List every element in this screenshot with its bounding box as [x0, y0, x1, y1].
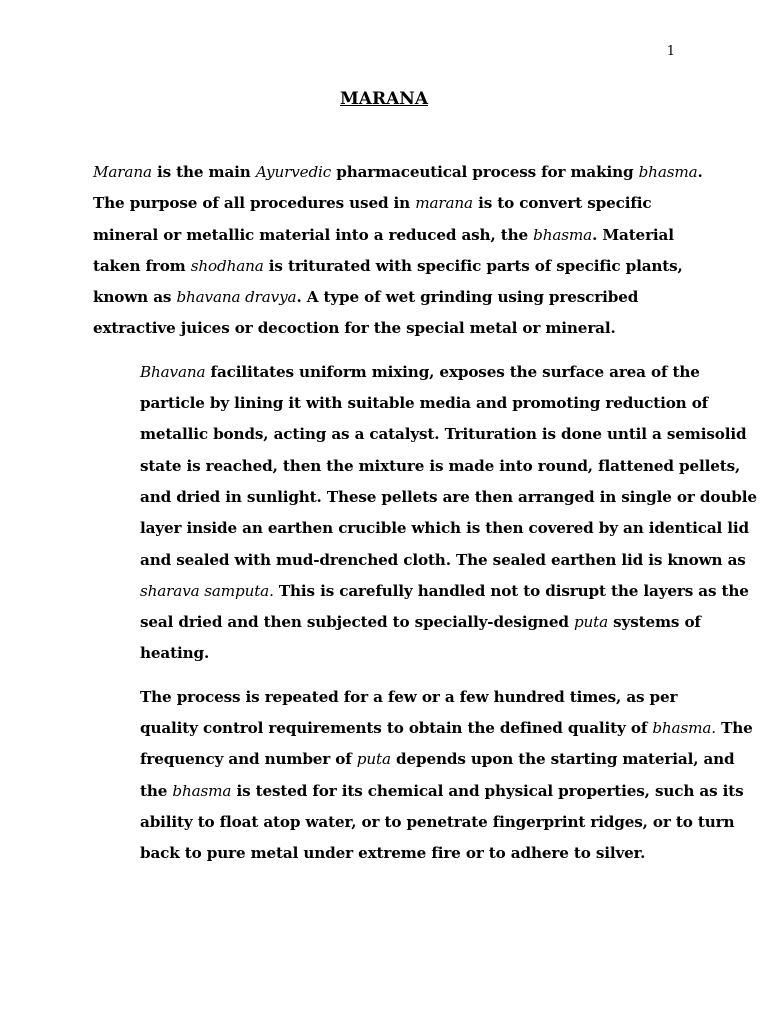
- text-line: [93, 607, 701, 638]
- text-run: metallic bonds, acting as a catalyst. Trituration is done until a semisolid: [140, 425, 747, 444]
- text-run: back to pure metal under extreme fire or to adhere to silver.: [140, 844, 646, 863]
- paragraph: [93, 682, 753, 870]
- text-run: systems of: [608, 613, 701, 632]
- text-run: known as: [93, 288, 177, 307]
- text-run: depends upon the starting material, and: [390, 750, 735, 769]
- text-line: [93, 776, 744, 807]
- text-run: heating.: [140, 644, 210, 663]
- text-line: [93, 545, 746, 576]
- text-run: taken from: [93, 256, 191, 275]
- text-line: [93, 576, 749, 607]
- text-run: pharmaceutical process for making: [331, 163, 639, 181]
- italic-term: bhavana dravya: [176, 288, 297, 307]
- document-body: [93, 157, 757, 870]
- italic-term: bhasma: [533, 225, 593, 244]
- text-line: [93, 482, 757, 513]
- text-run: The process is repeated for a few or a few hundred times, as per: [140, 687, 678, 706]
- text-run: . Material: [592, 225, 674, 244]
- paragraph: [93, 157, 703, 345]
- page-number: 1: [666, 44, 675, 59]
- text-run: . A type of wet grinding using prescribed: [296, 288, 639, 307]
- text-line: [93, 713, 753, 744]
- text-line: [93, 513, 749, 544]
- italic-term: shodhana: [190, 256, 264, 275]
- italic-term: Ayurvedic: [255, 163, 332, 181]
- text-run: The purpose of all procedures used in: [93, 194, 416, 213]
- text-line: [93, 357, 700, 388]
- text-run: is the main: [151, 163, 256, 181]
- italic-term: puta: [356, 750, 391, 769]
- text-line: [93, 188, 678, 219]
- text-run: mineral or metallic material into a reduced ash, the: [93, 225, 534, 244]
- text-run: is triturated with specific parts of specific plants,: [263, 256, 683, 275]
- text-run: and dried in sunlight. These pellets are then arranged in single or double: [140, 487, 757, 506]
- italic-term: marana: [415, 194, 473, 213]
- text-run: is to convert specific: [472, 194, 652, 213]
- text-run: This is carefully handled not to disrupt the layers as the: [273, 581, 749, 600]
- text-run: .: [697, 163, 703, 181]
- italic-term: sharava samputa.: [140, 581, 274, 600]
- text-line: [93, 282, 678, 313]
- text-line: [93, 807, 735, 838]
- text-run: ability to float atop water, or to penetrate fingerprint ridges, or to turn: [140, 812, 735, 831]
- text-line: [93, 313, 678, 344]
- italic-term: bhasma: [172, 781, 232, 800]
- text-line: [93, 388, 709, 419]
- text-run: facilitates uniform mixing, exposes the surface area of the: [205, 362, 700, 381]
- text-line: [93, 451, 741, 482]
- text-line: [93, 157, 703, 188]
- text-line: [93, 638, 678, 669]
- text-run: is tested for its chemical and physical properties, such as its: [231, 781, 744, 800]
- text-run: The: [715, 719, 753, 738]
- italic-term: Marana: [93, 163, 152, 181]
- text-run: seal dried and then subjected to specially-designed: [140, 613, 574, 632]
- italic-term: Bhavana: [140, 362, 206, 381]
- text-run: state is reached, then the mixture is made into round, flattened pellets,: [140, 456, 741, 475]
- paragraph: [93, 357, 757, 670]
- text-run: quality control requirements to obtain the defined quality of: [140, 719, 653, 738]
- text-run: layer inside an earthen crucible which is then covered by an identical lid: [140, 519, 749, 538]
- text-line: [93, 419, 747, 450]
- document-title: MARANA: [339, 89, 429, 109]
- text-run: the: [140, 781, 173, 800]
- italic-term: bhasma: [638, 163, 698, 181]
- text-run: particle by lining it with suitable media and promoting reduction of: [140, 394, 709, 413]
- text-run: and sealed with mud-drenched cloth. The sealed earthen lid is known as: [140, 550, 746, 569]
- italic-term: puta: [573, 613, 608, 632]
- text-run: extractive juices or decoction for the special metal or mineral.: [93, 319, 616, 338]
- text-line: [93, 744, 735, 775]
- text-line: [93, 251, 683, 282]
- text-line: [93, 682, 678, 713]
- text-line: [93, 838, 678, 869]
- text-line: [93, 220, 678, 251]
- italic-term: bhasma.: [652, 719, 716, 738]
- text-run: frequency and number of: [140, 750, 357, 769]
